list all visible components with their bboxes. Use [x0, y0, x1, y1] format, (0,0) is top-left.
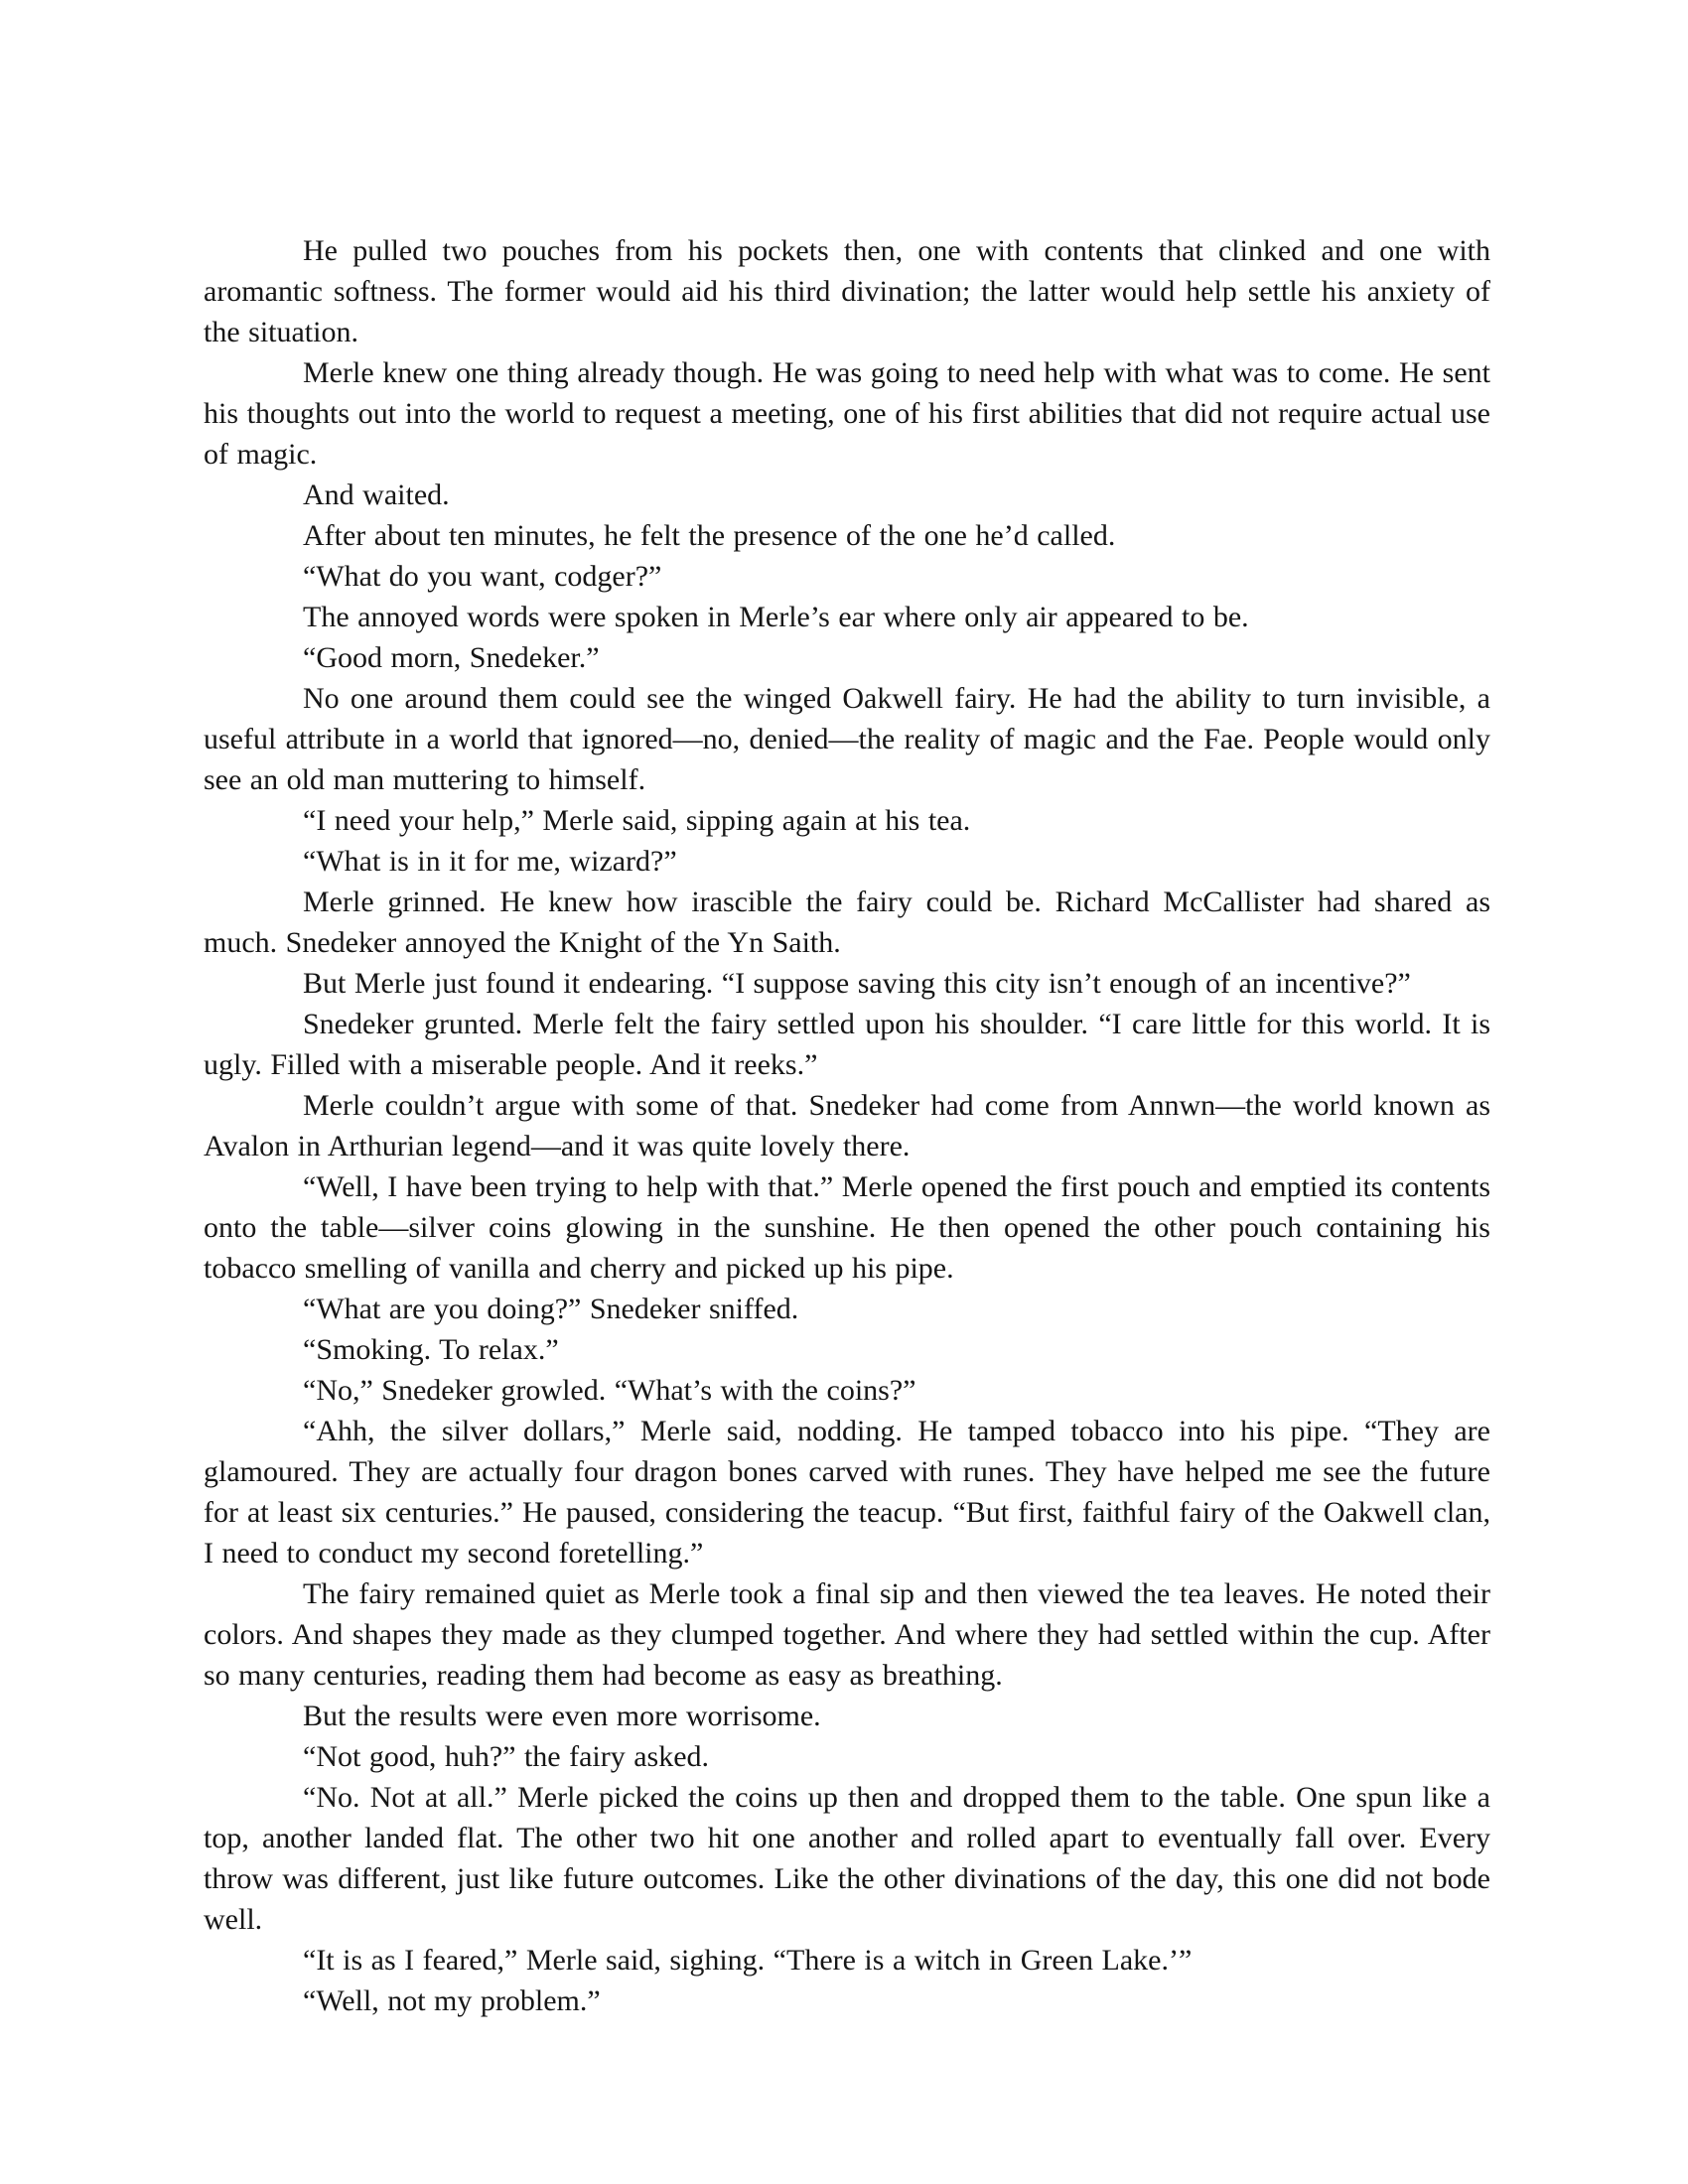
paragraph: “What are you doing?” Snedeker sniffed.: [303, 1293, 799, 1325]
paragraph: But the results were even more worrisome.: [303, 1700, 821, 1732]
paragraph: “Not good, huh?” the fairy asked.: [303, 1740, 710, 1773]
paragraph: “No. Not at all.” Merle picked the coins up then and dropped them to the table. One spun like a top, another landed flat. The other two hit one another and rolled apart to eventually fall over. Every throw was different, just like future outcomes. Like the other divinations of the day, this one did not bode well.: [204, 1781, 1490, 1936]
paragraph: “Smoking. To relax.”: [303, 1333, 559, 1366]
paragraph: “Ahh, the silver dollars,” Merle said, nodding. He tamped tobacco into his pipe. “They are glamoured. They are actually four dragon bones carved with runes. They have helped me see the future for at least six centuries.” He paused, considering the teacup. “But first, faithful fairy of the Oakwell clan, I need to conduct my second foretelling.”: [204, 1415, 1490, 1570]
paragraph: “What is in it for me, wizard?”: [303, 845, 677, 878]
paragraph: “Good morn, Snedeker.”: [303, 641, 600, 674]
paragraph: He pulled two pouches from his pockets then, one with contents that clinked and one with aromantic softness. The former would aid his third divination; the latter would help settle his anxiety of the situation.: [204, 234, 1490, 348]
paragraph: And waited.: [303, 478, 450, 511]
paragraph: The fairy remained quiet as Merle took a final sip and then viewed the tea leaves. He noted their colors. And shapes they made as they clumped together. And where they had settled within the cup. After so many centuries, reading them had become as easy as breathing.: [204, 1577, 1490, 1692]
paragraph: Snedeker grunted. Merle felt the fairy settled upon his shoulder. “I care little for this world. It is ugly. Filled with a miserable people. And it reeks.”: [204, 1008, 1490, 1081]
paragraph: “Well, not my problem.”: [303, 1984, 601, 2017]
paragraph: No one around them could see the winged Oakwell fairy. He had the ability to turn invisible, a useful attribute in a world that ignored—no, denied—the reality of magic and the Fae. People would only see an old man muttering to himself.: [204, 682, 1490, 796]
paragraph: After about ten minutes, he felt the presence of the one he’d called.: [303, 519, 1116, 552]
paragraph: Merle grinned. He knew how irascible the fairy could be. Richard McCallister had shared as much. Snedeker annoyed the Knight of the Yn Saith.: [204, 886, 1490, 959]
paragraph: Merle knew one thing already though. He was going to need help with what was to come. He sent his thoughts out into the world to request a meeting, one of his first abilities that did not require actual use of magic.: [204, 356, 1490, 471]
paragraph: Merle couldn’t argue with some of that. Snedeker had come from Annwn—the world known as Avalon in Arthurian legend—and it was quite lovely there.: [204, 1089, 1490, 1162]
paragraph: But Merle just found it endearing. “I suppose saving this city isn’t enough of an incentive?”: [303, 967, 1411, 1000]
paragraph: “No,” Snedeker growled. “What’s with the coins?”: [303, 1374, 916, 1407]
paragraph: “I need your help,” Merle said, sipping again at his tea.: [303, 804, 971, 837]
page-text: [204, 230, 1490, 2021]
paragraph: “Well, I have been trying to help with that.” Merle opened the first pouch and emptied its contents onto the table—silver coins glowing in the sunshine. He then opened the other pouch containing his tobacco smelling of vanilla and cherry and picked up his pipe.: [204, 1170, 1490, 1285]
paragraph: The annoyed words were spoken in Merle’s ear where only air appeared to be.: [303, 601, 1249, 633]
paragraph: “What do you want, codger?”: [303, 560, 662, 593]
paragraph: “It is as I feared,” Merle said, sighing. “There is a witch in Green Lake.’”: [303, 1944, 1193, 1977]
